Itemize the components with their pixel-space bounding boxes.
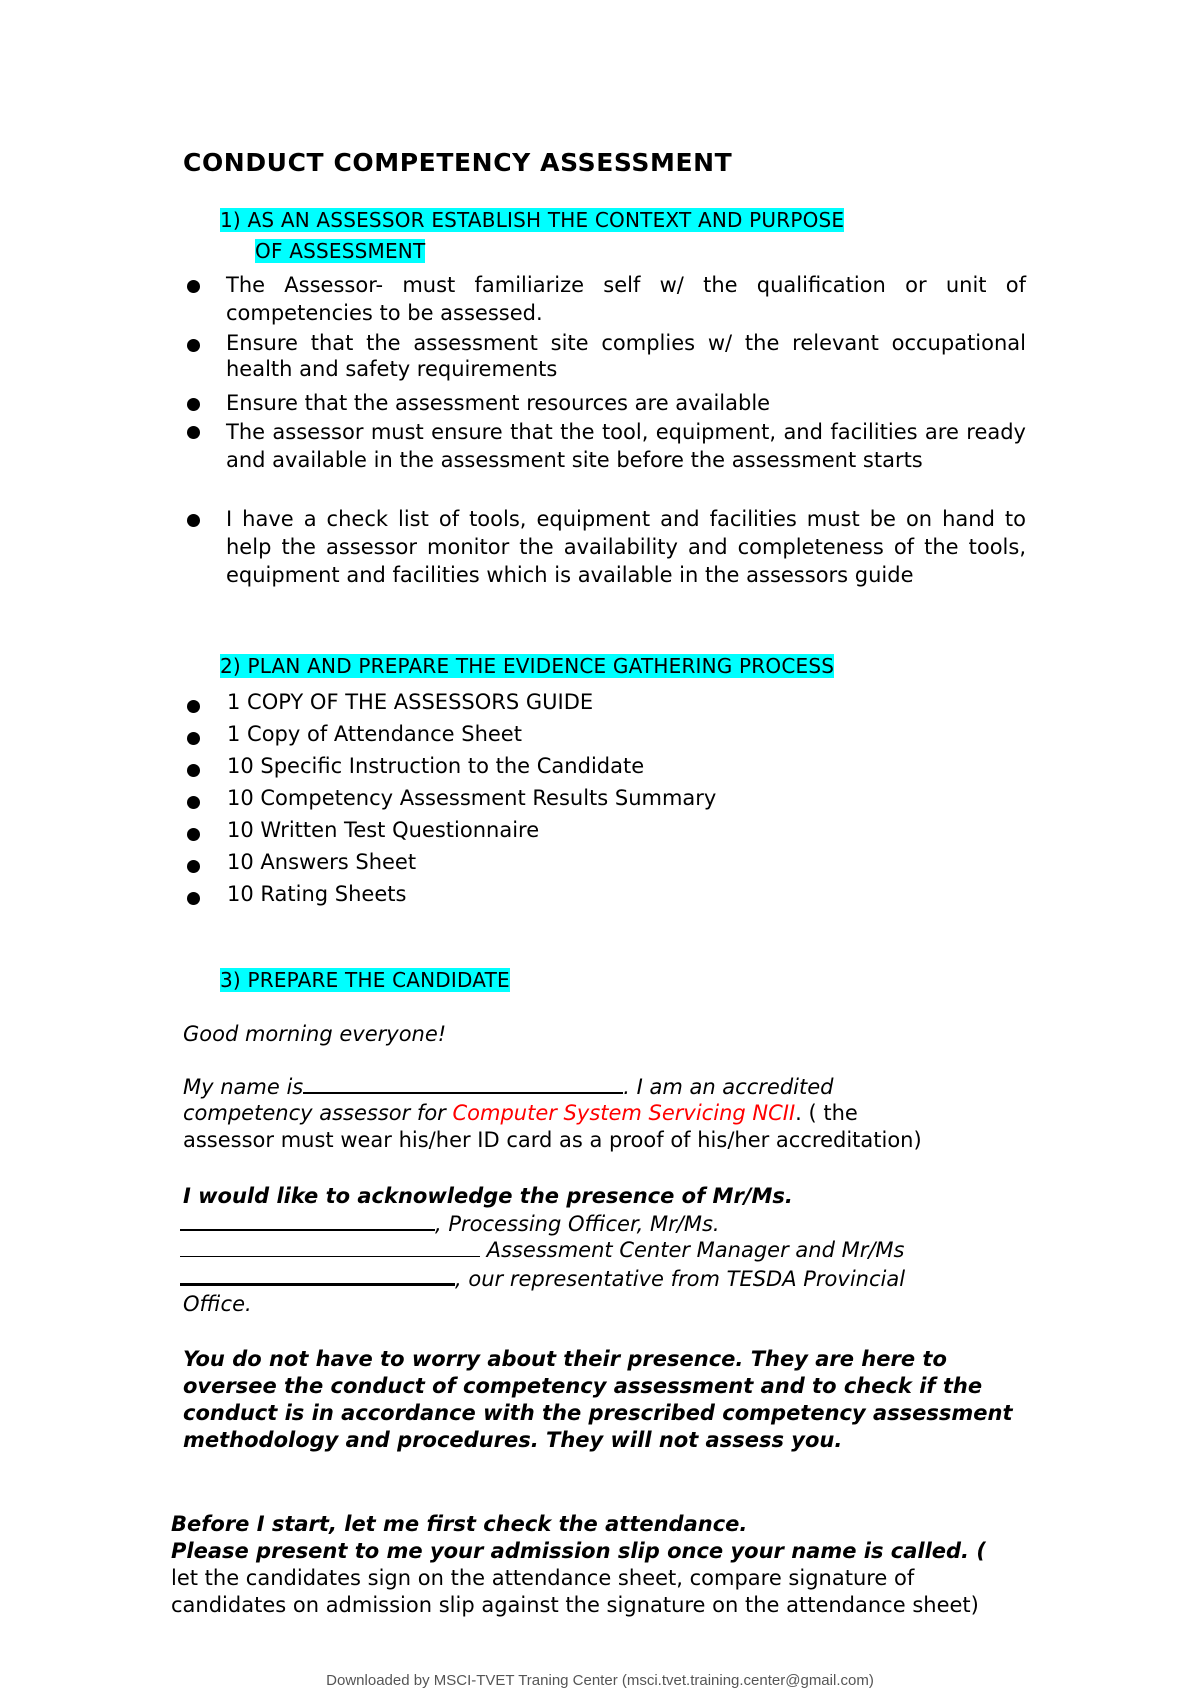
bullet-icon: [187, 339, 200, 352]
section1-heading-line1: 1) AS AN ASSESSOR ESTABLISH THE CONTEXT AND PURPOSE: [220, 208, 845, 232]
name-suffix: . I am an accredited: [623, 1075, 834, 1099]
ack-line4: , our representative from TESDA Provincial: [455, 1267, 906, 1291]
bullet-icon: [187, 796, 200, 809]
bullet-icon: [187, 280, 200, 293]
section1-item: The assessor must ensure that the tool, equipment, and facilities are ready and available in the assessment site before the assessment starts: [226, 420, 1026, 472]
ack-line5: Office.: [183, 1292, 252, 1316]
attendance-line4: candidates on admission slip against the signature on the attendance sheet): [171, 1593, 979, 1617]
bullet-icon: [187, 892, 200, 905]
section1-heading: [220, 208, 844, 232]
ack-row3: [180, 1238, 904, 1262]
ack-line3: Assessment Center Manager and Mr/Ms: [480, 1238, 905, 1262]
name-prefix: My name is: [183, 1075, 304, 1099]
section2-item: 10 Competency Assessment Results Summary: [227, 786, 717, 810]
bullet-icon: [187, 764, 200, 777]
ack-row4: [180, 1265, 905, 1291]
section2-item: 10 Written Test Questionnaire: [227, 818, 540, 842]
assessor-for: competency assessor for: [183, 1101, 453, 1125]
worry-paragraph: You do not have to worry about their presence. They are here to oversee the conduct of competency assessment and to check if the conduct is in accordance with the prescribed competency assessment methodology and procedures. They will not assess you.: [183, 1347, 1013, 1452]
bullet-icon: [187, 426, 200, 439]
bullet-icon: [187, 398, 200, 411]
section2-item: 10 Answers Sheet: [227, 850, 417, 874]
tesda-rep-blank: [180, 1265, 455, 1286]
attendance-line1: Before I start, let me first check the attendance.: [171, 1512, 748, 1536]
bullet-icon: [187, 732, 200, 745]
assessor-line: [183, 1101, 858, 1125]
section2-item: 1 COPY OF THE ASSESSORS GUIDE: [227, 690, 594, 714]
name-line: [183, 1074, 833, 1099]
bullet-icon: [187, 700, 200, 713]
section3-heading: 3) PREPARE THE CANDIDATE: [220, 968, 510, 992]
id-card-note: assessor must wear his/her ID card as a proof of his/her accreditation): [183, 1128, 922, 1152]
center-manager-blank: [180, 1238, 480, 1257]
section1-heading-cont: [255, 239, 425, 263]
page-title: CONDUCT COMPETENCY ASSESSMENT: [183, 148, 733, 177]
section2-heading: 2) PLAN AND PREPARE THE EVIDENCE GATHERING PROCESS: [220, 654, 835, 678]
section2-item: 10 Specific Instruction to the Candidate: [227, 754, 645, 778]
section2-heading-wrap: [220, 654, 834, 678]
paren-open: . ( the: [795, 1101, 858, 1125]
bullet-icon: [187, 514, 200, 527]
processing-officer-blank: [180, 1211, 435, 1231]
attendance-line3: let the candidates sign on the attendance sheet, compare signature of: [171, 1566, 915, 1590]
ack-line1: I would like to acknowledge the presence of Mr/Ms.: [183, 1184, 793, 1208]
download-footer: Downloaded by MSCI-TVET Traning Center (msci.tvet.training.center@gmail.com): [326, 1672, 874, 1689]
section2-item: 1 Copy of Attendance Sheet: [227, 722, 522, 746]
ack-line2: , Processing Officer, Mr/Ms.: [435, 1212, 720, 1236]
section1-item: I have a check list of tools, equipment and facilities must be on hand to help the assessor monitor the availability and completeness of the tools, equipment and facilities which is available in the assessors guide: [226, 507, 1026, 587]
section3-heading-wrap: [220, 968, 510, 992]
ack-row2: [180, 1211, 720, 1236]
bullet-icon: [187, 860, 200, 873]
section2-item: 10 Rating Sheets: [227, 882, 407, 906]
section1-heading-line2: OF ASSESSMENT: [255, 239, 426, 263]
name-blank: [303, 1074, 623, 1094]
attendance-line2: Please present to me your admission slip once your name is called. (: [171, 1539, 986, 1563]
section1-item: Ensure that the assessment site complies w/ the relevant occupational health and safety requirements: [226, 331, 1026, 381]
bullet-icon: [187, 828, 200, 841]
greeting: Good morning everyone!: [183, 1022, 447, 1046]
section1-item: The Assessor- must familiarize self w/ the qualification or unit of competencies to be assessed.: [226, 273, 1026, 325]
qualification: Computer System Servicing NCII: [452, 1101, 796, 1125]
section1-item: Ensure that the assessment resources are available: [226, 391, 771, 415]
